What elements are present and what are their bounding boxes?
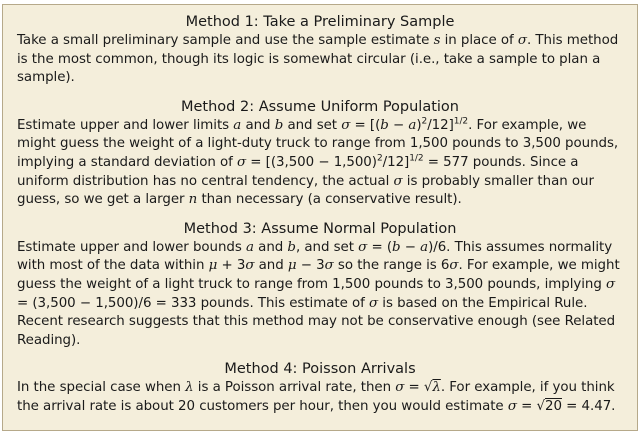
text-run: = 577 pounds. Since a uniform distribution has no central tendency, the actual [17, 154, 579, 189]
math-symbol: σ [449, 258, 459, 274]
text-run: Estimate upper and lower limits [17, 117, 234, 133]
method-2 [17, 98, 623, 210]
text-run: = ( [367, 239, 392, 255]
superscript: 2 [376, 153, 383, 164]
text-run: Estimate upper and lower bounds [17, 239, 247, 255]
math-symbol: b [287, 239, 296, 255]
math-symbol: σ [358, 239, 368, 255]
radicand: 20 [545, 398, 562, 414]
math-symbol: a [408, 117, 417, 133]
text-run: /12] [427, 117, 454, 133]
text-run: . This method is the most common, though its logic is somewhat circular (i.e., take a sample to plan a sample). [17, 33, 619, 86]
method-body [17, 32, 623, 88]
math-symbol: σ [237, 154, 247, 170]
text-run: than necessary (a conservative result). [197, 192, 462, 208]
text-run: = [516, 398, 537, 414]
method-body [17, 379, 623, 416]
method-title: Method 3: Assume Normal Population [183, 220, 457, 237]
math-symbol: n [188, 192, 198, 208]
text-run: ) [416, 117, 422, 133]
superscript: 2 [421, 116, 428, 127]
text-run: . For example, we might guess the weight of a light-duty truck to range from 1,500 pounds to 3,500 pounds, implying a standard deviation of [17, 117, 619, 170]
text-run: = (3,500 − 1,500)/6 = 333 pounds. This estimate of [17, 295, 369, 311]
method-body [17, 239, 623, 351]
methods-panel [2, 4, 638, 431]
math-symbol: μ [287, 258, 297, 274]
math-symbol: μ [208, 258, 218, 274]
text-run: in place of [440, 33, 518, 48]
text-run: + 3 [217, 258, 246, 274]
method-title: Method 2: Assume Uniform Population [180, 98, 459, 115]
math-symbol: σ [507, 398, 517, 414]
math-symbol: b [274, 117, 284, 133]
text-run: = [(3,500 − 1,500) [246, 154, 377, 170]
math-symbol: σ [517, 33, 528, 48]
method-title: Method 4: Poisson Arrivals [224, 361, 416, 378]
radical-sign-icon: √ [536, 398, 546, 414]
math-symbol: σ [393, 173, 403, 189]
text-run: In the special case when [17, 380, 186, 396]
text-run: )/6. This assumes normality with most of the data within [17, 239, 613, 274]
math-symbol: σ [606, 276, 616, 292]
text-run: and [241, 117, 275, 133]
radical-sign-icon: √ [423, 380, 433, 396]
math-symbol: σ [341, 117, 351, 133]
math-symbol: a [233, 117, 242, 133]
text-run: so the range is 6 [333, 258, 450, 274]
method-body [17, 117, 623, 210]
superscript: 1/2 [409, 153, 424, 164]
text-run: = [404, 380, 424, 396]
math-symbol: λ [185, 380, 194, 396]
text-run: and set [283, 117, 342, 133]
method-3 [17, 220, 623, 351]
text-run: is a Poisson arrival rate, then [193, 380, 396, 396]
math-symbol: σ [368, 295, 379, 311]
text-run: and [253, 239, 288, 255]
square-root [537, 398, 562, 417]
text-run: − [388, 117, 409, 133]
math-symbol: a [420, 239, 429, 255]
text-run: /12] [382, 154, 410, 170]
text-run: and [254, 258, 288, 274]
text-run: − [400, 239, 421, 255]
math-symbol: b [380, 117, 389, 133]
math-symbol: σ [395, 380, 405, 396]
text-run: is based on the Empirical Rule. Recent research suggests that this method may not be conservative enough (see Related Reading). [17, 295, 616, 348]
math-symbol: σ [324, 258, 334, 274]
text-run: = [( [350, 117, 381, 133]
text-run: . For example, if you think the arrival rate is about 20 customers per hour, then you would estimate [17, 380, 615, 414]
math-symbol: s [433, 33, 441, 48]
square-root [424, 379, 441, 398]
text-run: , and set [295, 239, 359, 255]
text-run: . For example, we might guess the weight of a light truck to range from 1,500 pounds to 3,500 pounds, implying [17, 258, 620, 292]
text-run: is probably smaller than our guess, so we get a larger [17, 173, 594, 208]
superscript: 1/2 [453, 116, 469, 127]
method-title: Method 1: Take a Preliminary Sample [185, 14, 455, 30]
math-symbol: σ [245, 258, 255, 274]
math-symbol: b [392, 239, 401, 255]
text-run: = 4.47. [561, 398, 616, 414]
method-1 [17, 13, 623, 88]
math-symbol: a [246, 239, 254, 255]
method-4 [17, 360, 623, 416]
radicand: λ [432, 380, 441, 396]
text-run: Take a small preliminary sample and use the sample estimate [17, 33, 434, 48]
text-run: − 3 [296, 258, 325, 274]
